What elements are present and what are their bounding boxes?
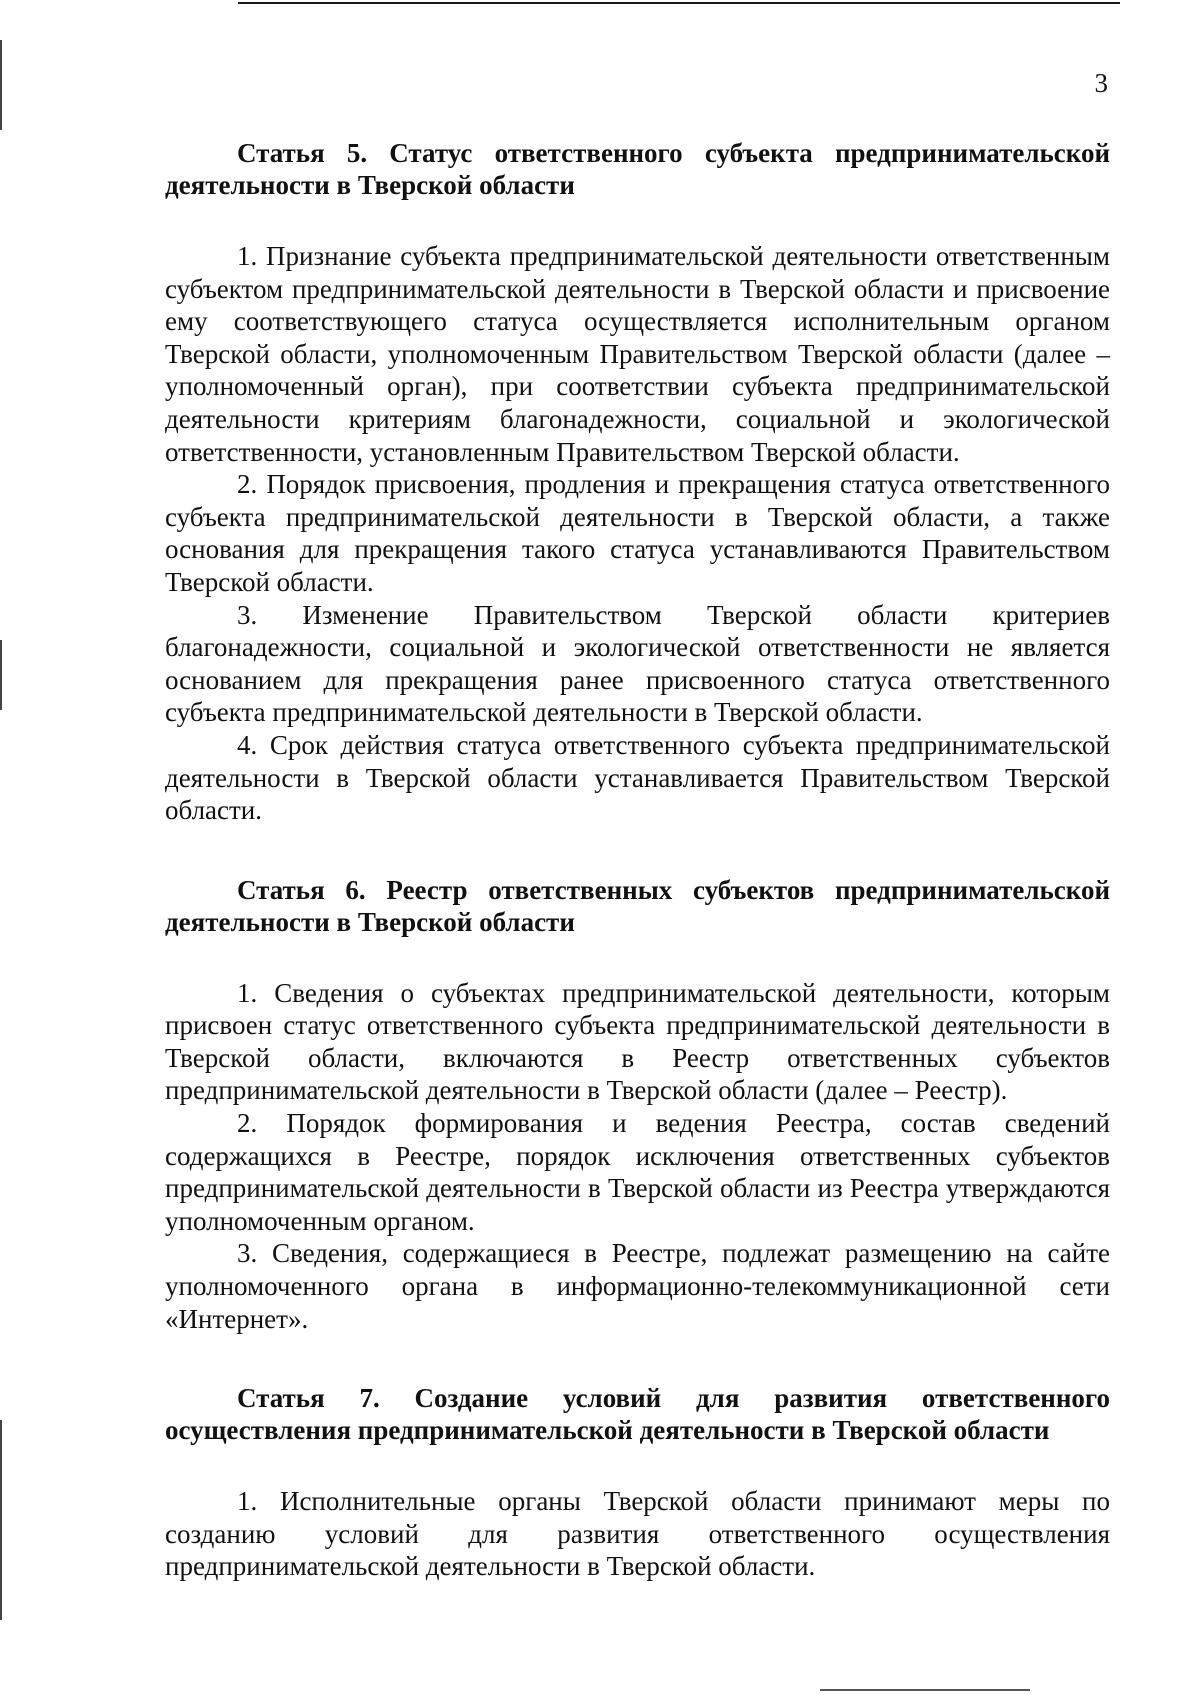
scan-edge-mark: [0, 1420, 2, 1620]
article-paragraph: 2. Порядок формирования и ведения Реестра, состав сведений содержащихся в Реестре, порядок исключения ответственных субъектов предпринимательской деятельности в Тверской области из Реестра утверждаются уполномоченным органом.: [165, 1108, 1110, 1236]
article-paragraph: 3. Изменение Правительством Тверской области критериев благонадежности, социальной и экологической ответственности не является основанием для прекращения ранее присвоенного статуса ответственного субъекта предпринимательской деятельности в Тверской области.: [165, 599, 1110, 728]
article-heading: Статья 5. Статус ответственного субъекта предпринимательской деятельности в Тверской области: [165, 138, 1110, 200]
article-5: [165, 137, 1110, 827]
scan-edge-mark: [0, 640, 2, 710]
page-number: 3: [1094, 68, 1108, 98]
scan-edge-mark: [0, 40, 2, 130]
article-6: [165, 874, 1110, 1336]
article-heading: Статья 6. Реестр ответственных субъектов предпринимательской деятельности в Тверской области: [165, 874, 1110, 937]
article-paragraph: 4. Срок действия статуса ответственного субъекта предпринимательской деятельности в Тверской области устанавливается Правительством Тверской области.: [165, 729, 1110, 826]
article-paragraph: 1. Сведения о субъектах предпринимательской деятельности, которым присвоен статус ответственного субъекта предпринимательской деятельности в Тверской области, включаются в Реестр ответственных субъектов предпринимательской деятельности в Тверской области (далее – Реестр).: [165, 977, 1110, 1106]
article-paragraph: 1. Признание субъекта предпринимательской деятельности ответственным субъектом предпринимательской деятельности в Тверской области и присвоение ему соответствующего статуса осуществляется исполнительным органом Тверской области, уполномоченным Правительством Тверской области (далее – уполномоченный орган), при соответствии субъекта предпринимательской деятельности критериям благонадежности, социальной и экологической ответственности, установленным Правительством Тверской области.: [165, 241, 1110, 467]
article-paragraph: 1. Исполнительные органы Тверской области принимают меры по созданию условий для развития ответственного осуществления предпринимательской деятельности в Тверской области.: [165, 1486, 1110, 1582]
article-paragraph: 2. Порядок присвоения, продления и прекращения статуса ответственного субъекта предпринимательской деятельности в Тверской области, а также основания для прекращения такого статуса устанавливаются Правительством Тверской области.: [165, 469, 1110, 597]
scan-top-border: [238, 2, 1120, 4]
article-7: [165, 1382, 1110, 1583]
document-body: [165, 137, 1110, 1583]
scan-bottom-artifact: [820, 1689, 1030, 1691]
article-heading: Статья 7. Создание условий для развития ответственного осуществления предпринимательской деятельности в Тверской области: [165, 1383, 1110, 1446]
article-paragraph: 3. Сведения, содержащиеся в Реестре, подлежат размещению на сайте уполномоченного органа в информационно-телекоммуникационной сети «Интернет».: [165, 1238, 1110, 1334]
